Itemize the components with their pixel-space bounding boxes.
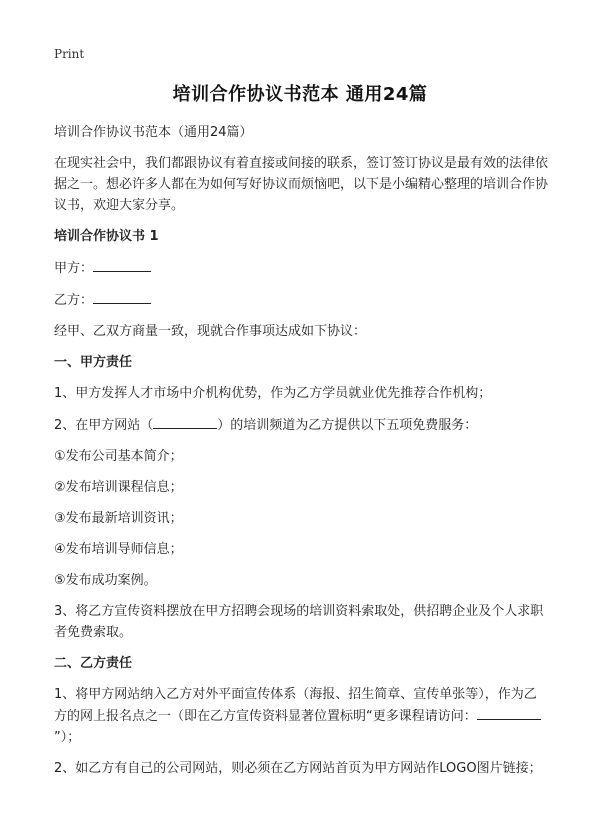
party-b-duty-1-post: ”）； bbox=[54, 730, 81, 745]
document-body bbox=[54, 122, 549, 789]
section-heading: 培训合作协议书 1 bbox=[54, 229, 159, 244]
document-subtitle: 培训合作协议书范本（通用24篇） bbox=[54, 125, 253, 140]
url-blank bbox=[477, 705, 541, 720]
party-a-duty-2 bbox=[54, 414, 549, 436]
service-item-3: ③发布最新培训资讯； bbox=[54, 511, 183, 526]
website-blank bbox=[153, 414, 217, 429]
party-b-duty-1 bbox=[54, 684, 549, 748]
party-b-duty-1-pre: 1、将甲方网站纳入乙方对外平面宣传体系（海报、招生简章、宣传单张等），作为乙方的网上报名点之一（即在乙方宣传资料显著位置标明“更多课程请访问： bbox=[54, 687, 537, 724]
party-a-duty-1: 1、甲方发挥人才市场中介机构优势，作为乙方学员就业优先推荐合作机构； bbox=[54, 386, 492, 401]
service-item-1: ①发布公司基本简介； bbox=[54, 449, 183, 464]
party-a-label: 甲方： bbox=[54, 261, 94, 276]
party-b-duty-2: 2、如乙方有自己的公司网站，则必须在乙方网站首页为甲方网站作LOGO图片链接； bbox=[54, 761, 542, 776]
party-a-duty-2-pre: 2、在甲方网站（ bbox=[54, 418, 154, 433]
party-a-duties-heading: 一、甲方责任 bbox=[54, 355, 133, 370]
party-a-duty-3: 3、将乙方宣传资料摆放在甲方招聘会现场的培训资料索取处，供招聘企业及个人求职者免费索取。 bbox=[54, 604, 544, 640]
party-b-duties-heading: 二、乙方责任 bbox=[54, 656, 133, 671]
party-a-blank bbox=[93, 257, 151, 272]
agreement-paragraph: 经甲、乙双方商量一致，现就合作事项达成如下协议： bbox=[54, 324, 367, 339]
document-title: 培训合作协议书范本 通用24篇 bbox=[172, 84, 428, 105]
party-a-duty-2-post: ）的培训频道为乙方提供以下五项免费服务： bbox=[217, 418, 478, 433]
service-item-5: ⑤发布成功案例。 bbox=[54, 573, 157, 588]
party-b-line bbox=[54, 289, 549, 311]
party-b-label: 乙方： bbox=[54, 293, 94, 308]
party-a-line bbox=[54, 257, 549, 279]
intro-paragraph: 在现实社会中，我们都跟协议有着直接或间接的联系，签订签订协议是最有效的法律依据之一。想必许多人都在为如何写好协议而烦恼吧，以下是小编精心整理的培训合作协议书，欢迎大家分享。 bbox=[54, 156, 549, 213]
print-link[interactable]: Print bbox=[54, 47, 85, 61]
service-item-4: ④发布培训导师信息； bbox=[54, 542, 183, 557]
service-item-2: ②发布培训课程信息； bbox=[54, 480, 183, 495]
party-b-blank bbox=[93, 289, 151, 304]
